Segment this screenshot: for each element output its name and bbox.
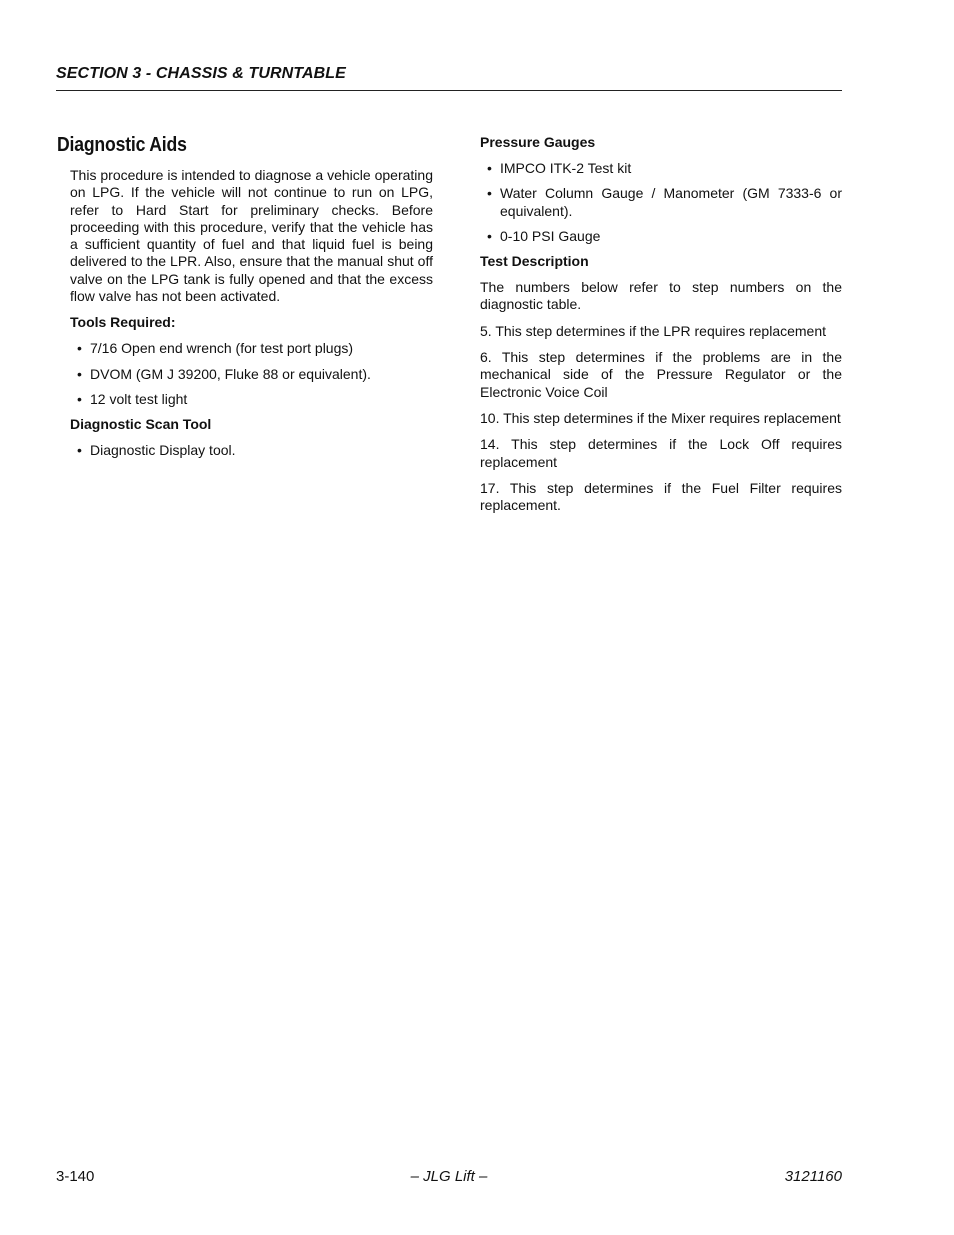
footer-brand: – JLG Lift – xyxy=(410,1168,488,1185)
step-paragraph: 5. This step determines if the LPR requires replacement xyxy=(480,322,827,339)
tools-list-item: • DVOM (GM J 39200, Fluke 88 or equivalent). xyxy=(70,366,433,383)
step-paragraph: 10. This step determines if the Mixer requires replacement xyxy=(480,409,841,426)
step-paragraph: 14. This step determines if the Lock Off requires replacement xyxy=(480,436,842,470)
left-content xyxy=(70,167,433,460)
tools-list-item: • 7/16 Open end wrench (for test port plugs) xyxy=(70,340,433,357)
left-column xyxy=(57,130,433,468)
step-paragraph: 17. This step determines if the Fuel Filter requires replacement. xyxy=(480,479,842,514)
section-title: SECTION 3 - CHASSIS & TURNTABLE xyxy=(56,65,346,82)
scan-tool-list-item: • Diagnostic Display tool. xyxy=(70,442,433,459)
right-column xyxy=(480,134,842,523)
pressure-gauges-heading: Pressure Gauges xyxy=(480,134,596,150)
pressure-gauges-list xyxy=(480,160,842,245)
scan-tool-heading: Diagnostic Scan Tool xyxy=(70,416,212,433)
test-description-heading: Test Description xyxy=(480,253,589,270)
gauge-list-item: • 0-10 PSI Gauge xyxy=(480,228,842,245)
tools-list-item: • 12 volt test light xyxy=(70,391,433,408)
gauge-list-item: • IMPCO ITK-2 Test kit xyxy=(480,160,842,177)
page-number: 3-140 xyxy=(56,1168,95,1185)
page-footer xyxy=(56,1168,842,1188)
tools-heading: Tools Required: xyxy=(70,314,176,331)
page-header xyxy=(56,64,842,91)
tools-list xyxy=(70,340,433,408)
page-heading: Diagnostic Aids xyxy=(57,134,187,156)
scan-tool-list xyxy=(70,442,433,459)
step-paragraph: 6. This step determines if the problems are in the mechanical side of the Pressure Regulator or the Electronic Voice Coil xyxy=(480,349,842,400)
gauge-list-item: • Water Column Gauge / Manometer (GM 7333-6 or equivalent). xyxy=(480,185,842,220)
test-intro-paragraph: The numbers below refer to step numbers on the diagnostic table. xyxy=(480,279,842,313)
document-number: 3121160 xyxy=(784,1168,842,1185)
intro-paragraph: This procedure is intended to diagnose a vehicle operating on LPG. If the vehicle will not continue to run on LPG, refer to Hard Start for preliminary checks. Before proceeding with this procedure, verify that the vehicle has a sufficient quantity of fuel and that liquid fuel is being delivered to the LPR. Also, ensure that the manual shut off valve on the LPG tank is fully opened and that the excess flow valve has not been activated. xyxy=(70,167,433,305)
